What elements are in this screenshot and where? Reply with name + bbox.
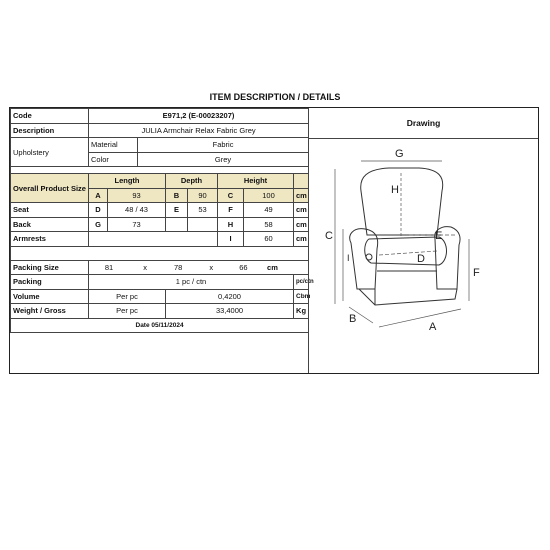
dim-line-a: [379, 309, 461, 327]
seat-unit: cm: [294, 203, 309, 218]
color-label: Color: [89, 152, 138, 167]
code-value: E971,2 (E-00023207): [89, 109, 309, 124]
value-d: 48 / 43: [108, 203, 166, 218]
value-a: 93: [108, 188, 166, 203]
spec-sheet: [9, 107, 539, 374]
times-sign: x: [143, 262, 147, 272]
label-i: I: [218, 232, 244, 247]
description-label: Description: [11, 123, 89, 138]
label-f: F: [218, 203, 244, 218]
date-label: Date 05/11/2024: [11, 318, 309, 333]
control-button-icon: [366, 254, 372, 260]
description-value: JULIA Armchair Relax Fabric Grey: [89, 123, 309, 138]
volume-label: Volume: [11, 289, 89, 304]
material-row: [11, 138, 309, 153]
material-label: Material: [89, 138, 138, 153]
volume-unit: Cbm: [294, 289, 309, 304]
label-d: D: [89, 203, 108, 218]
armrests-row: [11, 232, 309, 247]
code-label: Code: [11, 109, 89, 124]
drawing-label-i: I: [347, 253, 350, 263]
weight-unit: Kg: [294, 304, 309, 319]
code-row: [11, 109, 309, 124]
overall-unit: cm: [294, 188, 309, 203]
dim-line-d: [379, 251, 437, 255]
packing-height: 66: [239, 262, 248, 272]
overall-size-label: Overall Product Size: [11, 174, 89, 203]
drawing-title: Drawing: [308, 108, 538, 139]
packing-length: 81: [104, 262, 114, 272]
spec-table: [10, 108, 314, 333]
spacer-row: [11, 167, 309, 174]
dimension-header-row: [11, 174, 309, 189]
length-header: Length: [89, 174, 166, 189]
packing-value: 1 pc / ctn: [89, 275, 294, 290]
volume-per: Per pc: [89, 289, 166, 304]
material-value: Fabric: [138, 138, 309, 153]
height-header: Height: [218, 174, 294, 189]
label-g: G: [89, 217, 108, 232]
drawing-label-g: G: [395, 148, 404, 160]
packing-label: Packing: [11, 275, 89, 290]
weight-per: Per pc: [89, 304, 166, 319]
description-row: [11, 123, 309, 138]
packing-row: [11, 275, 309, 290]
base-outline: [359, 289, 457, 305]
packing-unit: pc/ctn: [294, 275, 309, 290]
drawing-label-h: H: [391, 184, 399, 196]
packing-unit: cm: [267, 262, 278, 272]
seat-label: Seat: [11, 203, 89, 218]
upholstery-label: Upholstery: [11, 138, 89, 167]
drawing-area: [308, 139, 538, 373]
label-c: C: [218, 188, 244, 203]
color-value: Grey: [138, 152, 309, 167]
drawing-label-a: A: [429, 321, 437, 333]
weight-label: Weight / Gross: [11, 304, 89, 319]
label-a: A: [89, 188, 108, 203]
drawing-label-f: F: [473, 267, 480, 279]
times-sign: x: [209, 262, 214, 272]
packing-size-row: [11, 260, 309, 275]
drawing-label-b: B: [349, 313, 357, 325]
value-g: 73: [108, 217, 166, 232]
left-arm-outline: [350, 229, 378, 289]
value-c: 100: [244, 188, 294, 203]
sheet-title: ITEM DESCRIPTION / DETAILS: [209, 92, 341, 102]
value-b: 90: [188, 188, 218, 203]
value-e: 53: [188, 203, 218, 218]
weight-row: [11, 304, 309, 319]
spacer-row: [11, 246, 309, 260]
backrest-outline: [361, 168, 443, 235]
back-label: Back: [11, 217, 89, 232]
back-unit: cm: [294, 217, 309, 232]
drawing-label-c: C: [325, 230, 333, 242]
volume-value: 0,4200: [166, 289, 294, 304]
armchair-drawing: [309, 139, 537, 371]
armrests-label: Armrests: [11, 232, 89, 247]
label-b: B: [166, 188, 188, 203]
value-h: 58: [244, 217, 294, 232]
packing-width: 78: [174, 262, 183, 272]
packing-size-label: Packing Size: [11, 260, 89, 275]
drawing-label-d: D: [417, 253, 425, 265]
volume-row: [11, 289, 309, 304]
label-e: E: [166, 203, 188, 218]
back-row: [11, 217, 309, 232]
seat-row: [11, 203, 309, 218]
weight-value: 33,4000: [166, 304, 294, 319]
value-f: 49: [244, 203, 294, 218]
label-h: H: [218, 217, 244, 232]
drawing-label-e: E: [435, 230, 443, 242]
armrests-unit: cm: [294, 232, 309, 247]
value-i: 60: [244, 232, 294, 247]
date-row: [11, 318, 309, 333]
depth-header: Depth: [166, 174, 218, 189]
